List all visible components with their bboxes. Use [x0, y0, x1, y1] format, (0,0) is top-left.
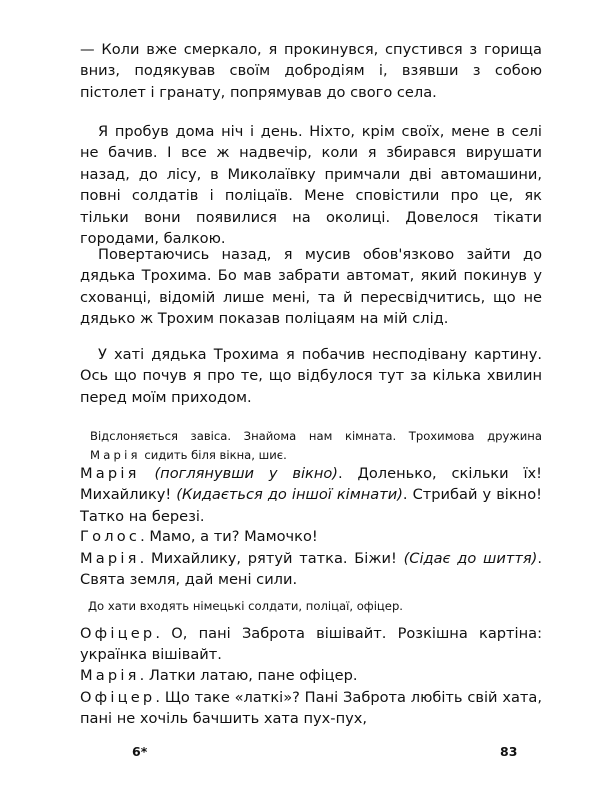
narrative-paragraph-2: Я пробув дома ніч і день. Ніхто, крім своїх, мене в селі не бачив. І все ж надвечір, коли я збирався вирушати назад, до лісу, в Миколаївку примчали дві автомашини, повні солдатів і поліцаїв. Мене сповістили про це, як тільки вони появилися на околиці. Довелося тікати городами, балкою. [80, 123, 542, 248]
speaker-name: Офіцер [80, 625, 156, 642]
stage-remark: (Кидається до іншої кімнати) [176, 486, 403, 504]
character-name-maria: Марія [90, 448, 141, 462]
page-number: 83 [500, 744, 518, 759]
signature-mark: 6* [132, 744, 148, 759]
stage-direction-enter: До хати входять німецькі солдати, поліцаї, офіцер. [88, 599, 403, 613]
speech-text: . Стрибай у вікно! Татко на березі. [80, 486, 542, 525]
stage-direction-curtain [90, 427, 542, 465]
stage-direction-text: сидить біля вікна, шиє. [140, 448, 287, 462]
dialogue-line [80, 548, 542, 591]
speech-text: . Латки латаю, пане офіцер. [139, 667, 358, 684]
speech-text: . Мамо, а ти? Мамочко! [140, 528, 318, 545]
speech-text: . Доленько, скільки їх! Михайлику! [80, 465, 542, 504]
dialogue-line [80, 623, 542, 666]
speech-text: . О, пані Заброта вішівайт. Розкішна картіна: українка вішівайт. [80, 625, 542, 664]
speech-text [140, 465, 155, 482]
narrative-paragraph-3: Повертаючись назад, я мусив обов'язково зайти до дядька Трохима. Бо мав забрати автомат, який покинув у схованці, відомій лише мені, та й пересвідчитись, що не дядько ж Трохим показав поліцаям на мій слід. [80, 246, 542, 328]
speaker-name: Марія [80, 550, 140, 567]
speaker-name: Марія [80, 667, 140, 684]
speech-text: . Що таке «латкі»? Пані Заброта любіть свій хата, пані не хочіль бачшить хата пух-пух, [80, 689, 542, 728]
dialogue-line [80, 665, 542, 686]
speech-text: . Михайлику, рятуй татка. Біжи! [139, 550, 404, 567]
speaker-name: Марія [80, 465, 140, 482]
dialogue-line [80, 687, 542, 730]
speech-text: . Свята земля, дай мені сили. [80, 550, 543, 589]
stage-direction-text: Відслоняється завіса. Знайома нам кімната. Трохимова дружина [90, 429, 542, 443]
dialogue-line [80, 526, 542, 547]
speaker-name: Голос [80, 528, 141, 545]
stage-remark: (поглянувши у вікно) [154, 465, 338, 482]
narrative-paragraph-1: — Коли вже смеркало, я прокинувся, спустився з горища вниз, подякував своїм добродіям і, взявши з собою пістолет і гранату, попрямував до свого села. [80, 41, 542, 101]
dialogue-line [80, 463, 542, 527]
stage-remark: (Сідає до шиття) [403, 550, 538, 567]
narrative-paragraph-4: У хаті дядька Трохима я побачив несподівану картину. Ось що почув я про те, що відбулося тут за кілька хвилин перед моїм приходом. [80, 346, 542, 406]
speaker-name: Офіцер [80, 689, 156, 706]
